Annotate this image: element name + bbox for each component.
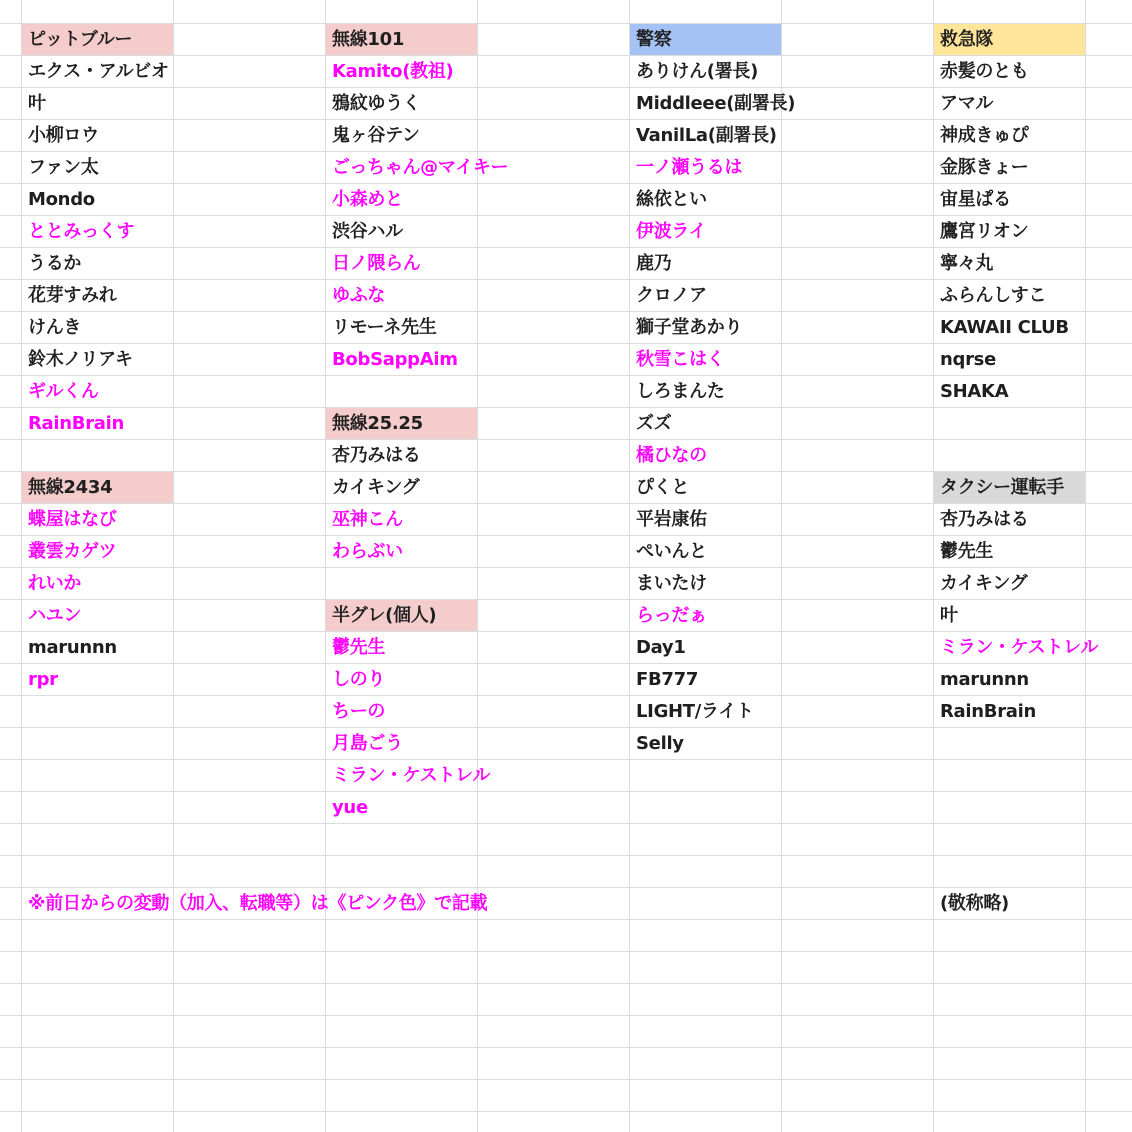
member-cell: 蝶屋はなび [28, 509, 117, 530]
member-cell: 獅子堂あかり [636, 317, 743, 338]
member-cell: ズズ [636, 413, 672, 434]
member-cell: リモーネ先生 [332, 317, 437, 338]
member-cell: 鴉紋ゆうく [332, 93, 421, 114]
group-header-musen2434: 無線2434 [28, 477, 113, 498]
member-cell: ぴくと [636, 477, 690, 498]
grid-row-line [0, 759, 1132, 760]
grid-column-line [781, 0, 782, 1132]
legend-note: ※前日からの変動（加入、転職等）は《ピンク色》で記載 [28, 893, 488, 914]
member-cell: VanilLa(副署長) [636, 125, 777, 146]
member-cell: FB777 [636, 669, 699, 690]
grid-row-line [0, 951, 1132, 952]
member-cell: ギルくん [28, 381, 99, 402]
member-cell: 日ノ隈らん [332, 253, 421, 274]
member-cell: クロノア [636, 285, 707, 306]
member-cell: 一ノ瀬うるは [636, 157, 743, 178]
member-cell: 小森めと [332, 189, 403, 210]
member-cell: カイキング [332, 477, 420, 498]
member-cell: 伊波ライ [636, 221, 707, 242]
member-cell: 赤髪のとも [940, 61, 1029, 82]
member-cell: BobSappAim [332, 349, 458, 370]
member-cell: Middleee(副署長) [636, 93, 796, 114]
honorific-note: (敬称略) [940, 893, 1009, 914]
member-cell: アマル [940, 93, 994, 114]
member-cell: 叢雲カゲツ [28, 541, 117, 562]
member-cell: 秋雪こはく [636, 349, 725, 370]
member-cell: Selly [636, 733, 684, 754]
grid-row-line [0, 791, 1132, 792]
member-cell: 渋谷ハル [332, 221, 403, 242]
member-cell: ふらんしすこ [940, 285, 1047, 306]
grid-row-line [0, 855, 1132, 856]
member-cell: 鬼ヶ谷テン [332, 125, 420, 146]
member-cell: 平岩康佑 [636, 509, 707, 530]
member-cell: 巫神こん [332, 509, 403, 530]
member-cell: 月島ごう [332, 733, 403, 754]
member-cell: しろまんた [636, 381, 725, 402]
member-cell: ゆふな [332, 285, 386, 306]
member-cell: 神成きゅぴ [940, 125, 1029, 146]
member-cell: わらぶい [332, 541, 403, 562]
member-cell: ととみっくす [28, 221, 135, 242]
member-cell: ぺいんと [636, 541, 707, 562]
group-header-musen2525: 無線25.25 [332, 413, 423, 434]
member-cell: しのり [332, 669, 386, 690]
member-cell: Kamito(教祖) [332, 61, 454, 82]
group-header-pitbull: ピットブルー [28, 29, 133, 50]
member-cell: ファン太 [28, 157, 99, 178]
grid-row-line [0, 439, 1132, 440]
member-cell: 杏乃みはる [940, 509, 1029, 530]
grid-column-line [1085, 0, 1086, 1132]
grid-column-line [173, 0, 174, 1132]
group-header-musen101: 無線101 [332, 29, 405, 50]
member-cell: カイキング [940, 573, 1028, 594]
grid-row-line [0, 823, 1132, 824]
member-cell: らっだぁ [636, 605, 707, 626]
member-cell: 金豚きょー [940, 157, 1029, 178]
grid-row-line [0, 983, 1132, 984]
member-cell: ちーの [332, 701, 386, 722]
member-cell: LIGHT/ライト [636, 701, 754, 722]
member-cell: ハユン [28, 605, 82, 626]
member-cell: Mondo [28, 189, 95, 210]
member-cell: 橘ひなの [636, 445, 707, 466]
member-cell: 鬱先生 [332, 637, 386, 658]
member-cell: 宙星ぱる [940, 189, 1011, 210]
member-cell: yue [332, 797, 368, 818]
member-cell: 鹿乃 [636, 253, 672, 274]
member-cell: 花芽すみれ [28, 285, 117, 306]
member-cell: rpr [28, 669, 58, 690]
member-cell: 杏乃みはる [332, 445, 421, 466]
group-header-hangure: 半グレ(個人) [332, 605, 437, 626]
member-cell: ごっちゃん@マイキー [332, 157, 509, 178]
member-cell: 叶 [940, 605, 958, 626]
member-cell: 鈴木ノリアキ [28, 349, 133, 370]
member-cell: RainBrain [28, 413, 125, 434]
member-cell: nqrse [940, 349, 996, 370]
member-cell: うるか [28, 253, 82, 274]
member-cell: SHAKA [940, 381, 1009, 402]
grid-row-line [0, 1015, 1132, 1016]
grid-row-line [0, 1079, 1132, 1080]
member-cell: エクス・アルビオ [28, 61, 169, 82]
group-header-taxi: タクシー運転手 [940, 477, 1064, 498]
member-cell: Day1 [636, 637, 686, 658]
member-cell: 絲依とい [636, 189, 707, 210]
group-header-ambulance: 救急隊 [940, 29, 994, 50]
member-cell: 鷹宮リオン [940, 221, 1029, 242]
group-header-police: 警察 [636, 29, 672, 50]
member-cell: 鬱先生 [940, 541, 994, 562]
member-cell: 叶 [28, 93, 46, 114]
member-cell: ありけん(署長) [636, 61, 759, 82]
member-cell: KAWAII CLUB [940, 317, 1069, 338]
member-cell: RainBrain [940, 701, 1037, 722]
member-cell: marunnn [940, 669, 1029, 690]
member-cell: れいか [28, 573, 82, 594]
member-cell: 寧々丸 [940, 253, 994, 274]
member-cell: 小柳ロウ [28, 125, 99, 146]
member-cell: marunnn [28, 637, 117, 658]
grid-row-line [0, 1111, 1132, 1112]
member-cell: けんき [28, 317, 82, 338]
member-cell: まいたけ [636, 573, 707, 594]
grid-row-line [0, 1047, 1132, 1048]
member-cell: ミラン・ケストレル [940, 637, 1099, 658]
member-cell: ミラン・ケストレル [332, 765, 491, 786]
